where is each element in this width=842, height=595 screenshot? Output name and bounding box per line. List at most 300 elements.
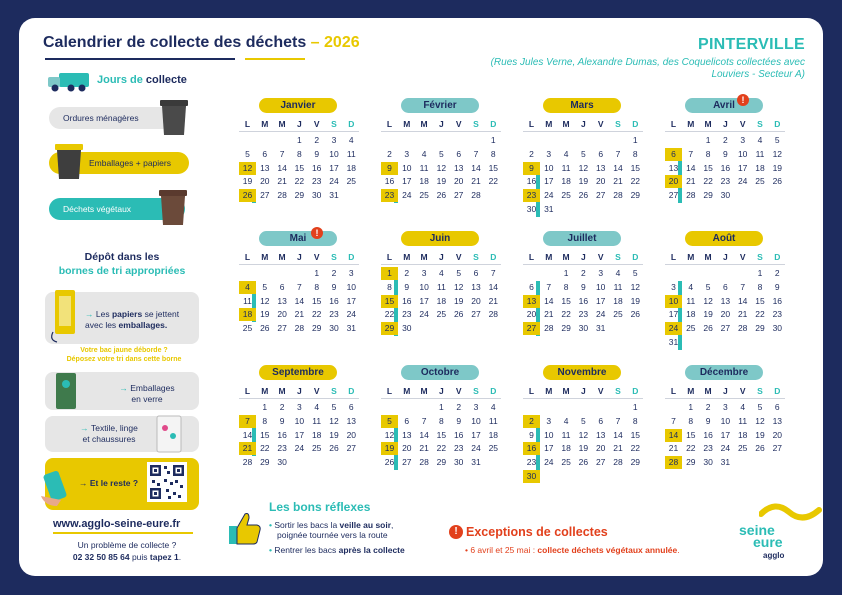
contact-puis: puis: [129, 552, 150, 562]
weekday-header: S: [473, 386, 479, 396]
calendar-day: 12: [755, 415, 765, 426]
calendar-day: 3: [723, 402, 728, 412]
calendar-day: 13: [346, 415, 357, 426]
collection-day: 26: [239, 189, 256, 202]
calendar-day: 18: [561, 443, 571, 454]
collection-day: 7: [239, 415, 256, 428]
calendar-day: 10: [294, 415, 305, 426]
calendar-day: 8: [632, 415, 638, 426]
grey-bin-icon: [157, 98, 191, 138]
weekday-header: J: [723, 386, 728, 396]
calendar-day: 5: [456, 268, 462, 278]
yellow-lid-bin-icon: [53, 142, 85, 182]
calendar-day: 27: [346, 443, 357, 454]
month-7: [665, 231, 785, 349]
calendar-day: 9: [456, 415, 462, 426]
calendar-day: 10: [402, 162, 412, 173]
month-name: Juillet: [543, 231, 621, 246]
calendar-day: 3: [331, 135, 337, 145]
month-name: Novembre: [543, 365, 621, 380]
weekday-header: L: [244, 386, 251, 396]
calendar-day: 9: [529, 429, 534, 440]
calendar-day: 5: [262, 281, 268, 292]
calendar-card: [19, 18, 823, 576]
weekday-header: J: [581, 252, 586, 262]
weekday-header: J: [581, 119, 586, 129]
calendar-day: 1: [757, 268, 763, 278]
calendar-day: 18: [686, 309, 696, 320]
legend-packaging-paper-label: Emballages + papiers: [89, 158, 171, 168]
contact-question: Un problème de collecte ?: [77, 540, 177, 550]
weekday-header: V: [739, 119, 746, 129]
calendar-day: 30: [311, 190, 322, 201]
weekday-header: M: [562, 119, 570, 129]
weekday-header: M: [562, 252, 570, 262]
calendar-day: 21: [488, 295, 499, 306]
calendar-day: 21: [277, 176, 287, 187]
calendar-day: 15: [488, 162, 499, 173]
calendar-day: 12: [578, 162, 589, 173]
calendar-day: 16: [329, 295, 339, 306]
month-name: Septembre: [259, 365, 337, 380]
calendar-day: 21: [419, 443, 429, 454]
calendar-day: 11: [346, 148, 356, 159]
calendar-day: 19: [242, 176, 253, 187]
weekday-header: D: [632, 119, 639, 129]
weekday-header: S: [473, 119, 479, 129]
weekday-header: D: [774, 119, 781, 129]
calendar-day: 9: [581, 281, 586, 292]
collection-day: 5: [381, 415, 398, 428]
contact-phone[interactable]: 02 32 50 85 64: [72, 552, 130, 562]
collection-day: 6: [665, 148, 682, 161]
calendar-day: 27: [668, 190, 679, 201]
calendar-day: 8: [262, 415, 268, 426]
month-divider: [239, 131, 359, 132]
good-habits-title: Les bons réflexes: [269, 500, 371, 514]
month-3: [665, 95, 785, 216]
calendar-day: 14: [294, 295, 305, 306]
glass-text-line2: en verre: [131, 394, 163, 404]
exception-alert-icon: !: [311, 227, 323, 239]
calendar-day: 22: [686, 443, 696, 454]
calendar-day: 30: [277, 457, 287, 468]
calendar-day: 21: [544, 309, 554, 320]
calendar-day: 18: [488, 429, 499, 440]
calendar-day: 6: [456, 148, 462, 159]
collection-days-title: [97, 74, 187, 86]
collection-day: 18: [239, 308, 256, 321]
calendar-day: 6: [262, 148, 268, 159]
logo-line2: eure: [753, 534, 783, 550]
calendar-day: 8: [632, 148, 638, 159]
title-underline-yellow: [245, 58, 305, 60]
website-link[interactable]: www.agglo-seine-eure.fr: [53, 518, 181, 530]
calendar-day: 2: [331, 268, 337, 278]
textile-bank-icon: [153, 414, 185, 454]
calendar-day: 26: [260, 323, 270, 334]
month-name: Mars: [543, 98, 621, 113]
weekday-header: L: [244, 119, 251, 129]
calendar-day: 26: [630, 309, 641, 320]
calendar-day: 7: [615, 415, 621, 426]
collection-day: 16: [523, 442, 540, 455]
qr-code-icon[interactable]: [147, 462, 187, 502]
calendar-day: 23: [703, 443, 713, 454]
calendar-day: 17: [668, 309, 679, 320]
calendar-day: 23: [526, 457, 537, 468]
contact-info: [47, 539, 207, 563]
paper-text-bold2: emballages.: [118, 320, 168, 330]
habit1-bold: veille au soir: [339, 520, 392, 530]
calendar-day: 29: [311, 323, 322, 334]
calendar-day: 17: [720, 429, 731, 440]
what-else-text: → Et le reste ?: [79, 478, 139, 488]
collection-day: 21: [239, 442, 256, 455]
calendar-day: 19: [260, 309, 270, 320]
collection-day: 4: [239, 281, 256, 294]
weekday-header: D: [774, 252, 781, 262]
calendar-day: 2: [456, 402, 462, 412]
calendar-day: 1: [632, 402, 638, 412]
calendar-day: 28: [277, 190, 287, 201]
weekday-header: S: [615, 119, 621, 129]
calendar-day: 26: [384, 457, 395, 468]
calendar-day: 21: [686, 176, 696, 187]
collection-day: 28: [665, 456, 682, 469]
calendar-day: 20: [526, 309, 537, 320]
calendar-day: 17: [544, 176, 554, 187]
calendar-day: 3: [740, 135, 746, 145]
exceptions-text-bold: collecte déchets végétaux annulée: [537, 545, 678, 555]
weekday-header: J: [297, 252, 302, 262]
calendar-day: 13: [402, 429, 412, 440]
collection-day: 27: [523, 322, 540, 335]
calendar-day: 23: [277, 443, 287, 454]
glass-text-line1: Emballages: [130, 383, 175, 393]
calendar-day: 27: [260, 190, 270, 201]
collection-day: 1: [381, 267, 398, 280]
calendar-day: 28: [471, 190, 481, 201]
calendar-day: 27: [720, 323, 731, 334]
calendar-day: 6: [279, 281, 285, 292]
collection-day: 12: [239, 162, 256, 175]
calendar-day: 26: [703, 323, 713, 334]
calendar-day: 6: [348, 402, 354, 412]
calendar-day: 24: [402, 190, 412, 201]
weekday-header: S: [615, 252, 621, 262]
calendar-day: 3: [297, 402, 302, 412]
calendar-day: 25: [686, 323, 696, 334]
calendar-day: 9: [314, 148, 320, 159]
calendar-day: 13: [277, 295, 287, 306]
month-name: Août: [685, 231, 763, 246]
month-divider: [381, 398, 501, 399]
calendar-day: 10: [471, 415, 481, 426]
month-8: [239, 365, 359, 483]
legend-green-waste-label: Déchets végétaux: [63, 204, 132, 214]
calendar-day: 22: [384, 309, 395, 320]
calendar-day: 8: [563, 281, 569, 292]
calendar-day: 7: [473, 148, 479, 159]
calendar-day: 29: [630, 190, 641, 201]
page-title: [43, 34, 360, 52]
calendar-day: 24: [595, 309, 606, 320]
calendar-day: 28: [686, 190, 696, 201]
calendar-day: 2: [581, 268, 586, 278]
calendar-day: 24: [544, 190, 554, 201]
exceptions-text: [465, 545, 680, 555]
calendar-day: 18: [613, 295, 623, 306]
calendar-day: 20: [772, 429, 783, 440]
month-0: [239, 98, 359, 216]
calendar-day: 24: [471, 443, 481, 454]
calendar-day: 30: [703, 457, 713, 468]
calendar-day: 24: [737, 176, 748, 187]
calendar-day: 25: [346, 176, 357, 187]
weekday-header: V: [597, 119, 604, 129]
collection-day: 24: [665, 322, 682, 335]
weekday-header: J: [439, 119, 444, 129]
calendar-day: 19: [436, 176, 447, 187]
calendar-day: 28: [544, 323, 554, 334]
calendar-day: 5: [757, 402, 763, 412]
calendar-day: 23: [453, 443, 464, 454]
calendar-day: 2: [404, 268, 410, 278]
calendar-day: 27: [402, 457, 412, 468]
weekday-header: L: [670, 252, 677, 262]
month-9: [381, 365, 501, 483]
calendar-day: 4: [490, 402, 496, 412]
calendar-day: 16: [384, 176, 395, 187]
paper-text-pre: Les: [95, 309, 112, 319]
calendar-day: 10: [329, 148, 339, 159]
calendar-day: 5: [581, 415, 586, 426]
calendar-day: 13: [668, 162, 679, 173]
calendar-day: 5: [632, 268, 638, 278]
calendar-day: 24: [329, 176, 339, 187]
weekday-header: V: [455, 252, 462, 262]
calendar-day: 29: [561, 323, 571, 334]
weekday-header: M: [704, 252, 712, 262]
calendar-day: 30: [526, 204, 537, 214]
phone-hand-icon: [37, 470, 71, 510]
calendar-day: 4: [615, 268, 621, 278]
calendar-day: 24: [720, 443, 731, 454]
calendar-day: 14: [277, 162, 287, 173]
calendar-day: 20: [402, 443, 412, 454]
calendar-day: 4: [688, 281, 694, 292]
weekday-header: J: [723, 119, 728, 129]
collection-day: 10: [665, 295, 682, 308]
calendar-day: 15: [630, 162, 641, 173]
calendar-day: 31: [595, 323, 606, 334]
calendar-day: 21: [668, 443, 679, 454]
calendar-day: 14: [488, 281, 499, 292]
calendar-day: 25: [436, 309, 447, 320]
calendar-day: 17: [329, 162, 339, 173]
calendar-day: 31: [471, 457, 481, 468]
calendar-day: 13: [595, 429, 606, 440]
calendar-day: 19: [329, 429, 339, 440]
calendar-day: 30: [578, 323, 589, 334]
calendar-day: 17: [544, 443, 554, 454]
calendar-day: 12: [260, 295, 270, 306]
weekday-header: D: [490, 386, 497, 396]
calendar-day: 22: [436, 443, 447, 454]
habit2-bold: après la collecte: [338, 545, 405, 555]
calendar-day: 25: [311, 443, 322, 454]
weekday-header: S: [473, 252, 479, 262]
calendar-day: 7: [688, 148, 694, 159]
month-name: Juin: [401, 231, 479, 246]
calendar-day: 25: [561, 457, 571, 468]
calendar-day: 11: [561, 429, 571, 440]
calendar-day: 5: [439, 148, 444, 159]
city-name: PINTERVILLE: [697, 36, 805, 53]
calendar-day: 1: [688, 402, 694, 412]
month-name: Octobre: [401, 365, 479, 380]
weekday-header: S: [615, 386, 621, 396]
weekday-header: M: [403, 252, 411, 262]
calendar-day: 2: [314, 135, 320, 145]
weekday-header: M: [704, 119, 712, 129]
month-divider: [381, 264, 501, 265]
month-name: Février: [401, 98, 479, 113]
calendar-day: 24: [346, 309, 357, 320]
calendar-day: 23: [329, 309, 339, 320]
calendar-day: 11: [613, 281, 623, 292]
glass-bank-text: → Emballages en verre: [97, 383, 197, 405]
collection-day: 19: [381, 442, 398, 455]
legend-household-waste-label: Ordures ménagères: [63, 113, 139, 123]
calendar-day: 17: [595, 295, 606, 306]
weekday-header: D: [632, 386, 639, 396]
calendar-day: 30: [402, 323, 412, 334]
collection-day: 2: [523, 415, 540, 428]
title-underline-navy: [45, 58, 235, 60]
exception-alert-icon: !: [737, 94, 749, 106]
calendar-day: 28: [737, 323, 748, 334]
calendar-day: 9: [404, 281, 410, 292]
month-divider: [239, 264, 359, 265]
weekday-header: M: [278, 386, 286, 396]
weekday-header: V: [739, 252, 746, 262]
calendar-day: 4: [563, 148, 569, 159]
calendar-day: 21: [737, 309, 748, 320]
calendar-day: 9: [705, 415, 711, 426]
calendar-day: 13: [260, 162, 270, 173]
calendar-day: 9: [331, 281, 337, 292]
collection-day: 20: [665, 175, 682, 188]
weekday-header: V: [739, 386, 746, 396]
calendar-day: 10: [595, 281, 606, 292]
calendar-day: 20: [720, 309, 731, 320]
calendar-day: 8: [439, 415, 444, 426]
calendar-day: 29: [630, 457, 641, 468]
weekday-header: J: [297, 386, 302, 396]
weekday-header: M: [403, 386, 411, 396]
weekday-header: M: [704, 386, 712, 396]
calendar-day: 16: [277, 429, 287, 440]
calendar-day: 17: [419, 295, 429, 306]
calendar-day: 1: [439, 402, 444, 412]
calendar-day: 22: [703, 176, 713, 187]
calendar-day: 22: [755, 309, 765, 320]
calendar-day: 18: [436, 295, 447, 306]
weekday-header: V: [455, 119, 462, 129]
weekday-header: M: [420, 386, 428, 396]
calendar-day: 24: [544, 457, 554, 468]
month-divider: [665, 131, 785, 132]
calendar-day: 26: [755, 443, 765, 454]
calendar-day: 13: [595, 162, 606, 173]
calendar-day: 27: [471, 309, 481, 320]
calendar-day: 4: [740, 402, 746, 412]
month-name: Janvier: [259, 98, 337, 113]
calendar-day: 26: [453, 309, 464, 320]
habit1-post: ,: [391, 520, 394, 530]
calendar-day: 15: [561, 295, 571, 306]
textile-bank-text: → Textile, linge et chaussures: [59, 423, 159, 445]
calendar-day: 11: [738, 415, 748, 426]
calendar-day: 17: [402, 176, 412, 187]
calendar-day: 26: [578, 190, 589, 201]
calendar-day: 14: [419, 429, 429, 440]
weekday-header: V: [313, 119, 320, 129]
calendar-day: 6: [723, 281, 728, 292]
calendar-day: 11: [488, 415, 498, 426]
month-name: Mai: [259, 231, 337, 246]
calendar-day: 2: [705, 402, 711, 412]
weekday-header: J: [581, 386, 586, 396]
weekday-header: S: [757, 386, 763, 396]
calendar-day: 12: [630, 281, 641, 292]
month-divider: [381, 131, 501, 132]
weekday-header: L: [244, 252, 251, 262]
calendar-day: 25: [613, 309, 623, 320]
calendar-day: 3: [348, 268, 354, 278]
calendar-day: 2: [529, 148, 534, 159]
calendar-day: 17: [737, 162, 748, 173]
calendar-day: 1: [262, 402, 268, 412]
calendar-day: 1: [314, 268, 320, 278]
calendar-day: 7: [297, 281, 302, 292]
calendar-day: 17: [346, 295, 357, 306]
calendar-day: 21: [613, 176, 623, 187]
weekday-header: S: [331, 386, 337, 396]
collection-day: 29: [381, 322, 398, 335]
calendar-day: 15: [703, 162, 713, 173]
weekday-header: L: [528, 386, 535, 396]
calendar-day: 24: [419, 309, 429, 320]
calendar-day: 19: [772, 162, 783, 173]
calendar-day: 4: [439, 268, 444, 278]
calendar-day: 12: [329, 415, 339, 426]
calendar-day: 25: [242, 323, 253, 334]
collection-day: 9: [523, 162, 540, 175]
calendar-day: 12: [453, 281, 464, 292]
calendar-day: 7: [740, 281, 746, 292]
exception-alert-icon: !: [449, 525, 463, 539]
calendar-day: 27: [453, 190, 464, 201]
calendar-day: 7: [546, 281, 552, 292]
weekday-header: J: [723, 252, 728, 262]
calendar-day: 22: [260, 443, 270, 454]
calendar-day: 12: [578, 429, 589, 440]
calendar-day: 6: [598, 148, 604, 159]
calendar-day: 27: [595, 457, 606, 468]
